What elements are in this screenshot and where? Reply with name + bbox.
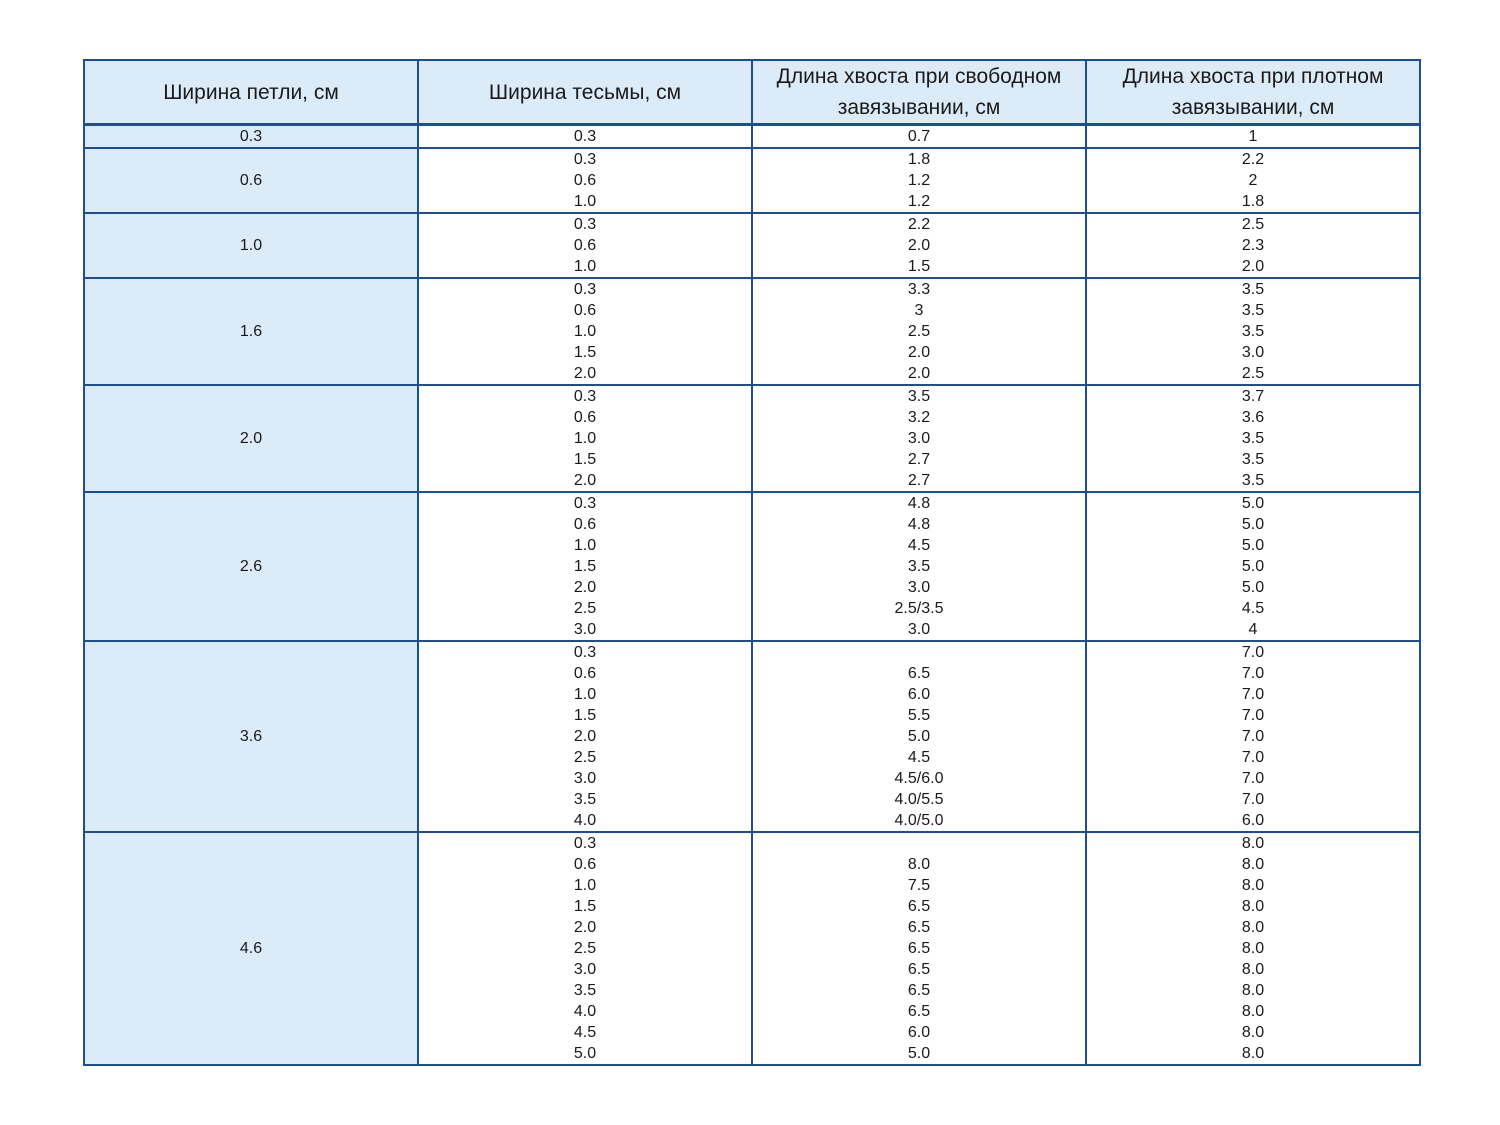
tight-tail-cell: 5.0 xyxy=(1086,577,1420,598)
tape-width-cell: 0.6 xyxy=(418,170,752,191)
tape-width-cell: 1.0 xyxy=(418,428,752,449)
tape-width-cell: 2.0 xyxy=(418,917,752,938)
tape-width-cell: 3.0 xyxy=(418,619,752,641)
header-free-tail-length: Длина хвоста при свободном завязывании, см xyxy=(752,60,1086,125)
tight-tail-cell: 3.5 xyxy=(1086,321,1420,342)
free-tail-cell: 3 xyxy=(752,300,1086,321)
free-tail-cell: 6.5 xyxy=(752,959,1086,980)
tape-width-cell: 0.3 xyxy=(418,492,752,514)
free-tail-cell: 6.0 xyxy=(752,684,1086,705)
tight-tail-cell: 7.0 xyxy=(1086,747,1420,768)
tape-width-cell: 0.3 xyxy=(418,385,752,407)
loop-width-cell: 0.3 xyxy=(84,125,418,149)
tight-tail-cell: 8.0 xyxy=(1086,959,1420,980)
tape-width-cell: 0.3 xyxy=(418,641,752,663)
tape-width-cell: 1.0 xyxy=(418,191,752,213)
tight-tail-cell: 7.0 xyxy=(1086,726,1420,747)
tight-tail-cell: 8.0 xyxy=(1086,1001,1420,1022)
ribbon-tail-table xyxy=(83,59,1421,1066)
tape-width-cell: 1.5 xyxy=(418,449,752,470)
table-row xyxy=(84,213,1420,235)
tape-width-cell: 0.6 xyxy=(418,300,752,321)
tape-width-cell: 0.3 xyxy=(418,832,752,854)
free-tail-cell: 4.8 xyxy=(752,514,1086,535)
tight-tail-cell: 2.2 xyxy=(1086,148,1420,170)
tape-width-cell: 0.6 xyxy=(418,854,752,875)
free-tail-cell: 4.5 xyxy=(752,747,1086,768)
header-loop-width: Ширина петли, см xyxy=(84,60,418,125)
free-tail-cell: 0.7 xyxy=(752,125,1086,149)
free-tail-cell: 2.5/3.5 xyxy=(752,598,1086,619)
tape-width-cell: 1.0 xyxy=(418,535,752,556)
tight-tail-cell: 3.7 xyxy=(1086,385,1420,407)
free-tail-cell: 5.5 xyxy=(752,705,1086,726)
table-body xyxy=(84,125,1420,1066)
free-tail-cell: 3.5 xyxy=(752,556,1086,577)
tape-width-cell: 4.0 xyxy=(418,1001,752,1022)
free-tail-cell: 4.0/5.0 xyxy=(752,810,1086,832)
loop-width-cell: 2.0 xyxy=(84,385,418,492)
tape-width-cell: 1.0 xyxy=(418,256,752,278)
tight-tail-cell: 7.0 xyxy=(1086,684,1420,705)
free-tail-cell: 2.7 xyxy=(752,449,1086,470)
free-tail-cell xyxy=(752,832,1086,854)
tight-tail-cell: 3.0 xyxy=(1086,342,1420,363)
tape-width-cell: 3.5 xyxy=(418,789,752,810)
tape-width-cell: 2.0 xyxy=(418,363,752,385)
tight-tail-cell: 8.0 xyxy=(1086,1022,1420,1043)
free-tail-cell: 5.0 xyxy=(752,1043,1086,1065)
tight-tail-cell: 3.5 xyxy=(1086,470,1420,492)
tape-width-cell: 0.6 xyxy=(418,235,752,256)
header-row xyxy=(84,60,1420,125)
tight-tail-cell: 8.0 xyxy=(1086,896,1420,917)
tight-tail-cell: 2 xyxy=(1086,170,1420,191)
tape-width-cell: 3.5 xyxy=(418,980,752,1001)
free-tail-cell: 3.5 xyxy=(752,385,1086,407)
tight-tail-cell: 5.0 xyxy=(1086,556,1420,577)
ribbon-tail-table-container xyxy=(83,59,1420,1066)
free-tail-cell: 2.0 xyxy=(752,235,1086,256)
header-tape-width: Ширина тесьмы, см xyxy=(418,60,752,125)
table-row xyxy=(84,278,1420,300)
tight-tail-cell: 8.0 xyxy=(1086,917,1420,938)
loop-width-cell: 4.6 xyxy=(84,832,418,1065)
loop-width-cell: 1.6 xyxy=(84,278,418,385)
free-tail-cell xyxy=(752,641,1086,663)
free-tail-cell: 6.5 xyxy=(752,938,1086,959)
tape-width-cell: 3.0 xyxy=(418,959,752,980)
tape-width-cell: 0.6 xyxy=(418,407,752,428)
free-tail-cell: 4.5 xyxy=(752,535,1086,556)
tight-tail-cell: 3.5 xyxy=(1086,428,1420,449)
tight-tail-cell: 5.0 xyxy=(1086,492,1420,514)
free-tail-cell: 1.2 xyxy=(752,170,1086,191)
tight-tail-cell: 8.0 xyxy=(1086,832,1420,854)
free-tail-cell: 3.0 xyxy=(752,577,1086,598)
free-tail-cell: 3.3 xyxy=(752,278,1086,300)
tight-tail-cell: 7.0 xyxy=(1086,641,1420,663)
table-row xyxy=(84,832,1420,854)
free-tail-cell: 2.5 xyxy=(752,321,1086,342)
free-tail-cell: 3.0 xyxy=(752,428,1086,449)
tight-tail-cell: 2.3 xyxy=(1086,235,1420,256)
free-tail-cell: 7.5 xyxy=(752,875,1086,896)
free-tail-cell: 4.0/5.5 xyxy=(752,789,1086,810)
free-tail-cell: 2.0 xyxy=(752,363,1086,385)
tape-width-cell: 0.3 xyxy=(418,148,752,170)
tight-tail-cell: 1.8 xyxy=(1086,191,1420,213)
tape-width-cell: 0.3 xyxy=(418,125,752,149)
tight-tail-cell: 4.5 xyxy=(1086,598,1420,619)
tight-tail-cell: 3.5 xyxy=(1086,278,1420,300)
tight-tail-cell: 6.0 xyxy=(1086,810,1420,832)
table-header xyxy=(84,60,1420,125)
loop-width-cell: 2.6 xyxy=(84,492,418,641)
tight-tail-cell: 2.5 xyxy=(1086,363,1420,385)
tape-width-cell: 1.5 xyxy=(418,556,752,577)
tape-width-cell: 1.5 xyxy=(418,705,752,726)
tight-tail-cell: 2.5 xyxy=(1086,213,1420,235)
tape-width-cell: 0.3 xyxy=(418,213,752,235)
tight-tail-cell: 7.0 xyxy=(1086,789,1420,810)
tight-tail-cell: 8.0 xyxy=(1086,938,1420,959)
tape-width-cell: 2.5 xyxy=(418,747,752,768)
tape-width-cell: 1.0 xyxy=(418,875,752,896)
tape-width-cell: 0.6 xyxy=(418,663,752,684)
free-tail-cell: 4.8 xyxy=(752,492,1086,514)
tight-tail-cell: 7.0 xyxy=(1086,768,1420,789)
tape-width-cell: 2.0 xyxy=(418,577,752,598)
free-tail-cell: 6.5 xyxy=(752,896,1086,917)
free-tail-cell: 1.8 xyxy=(752,148,1086,170)
free-tail-cell: 6.5 xyxy=(752,980,1086,1001)
free-tail-cell: 2.2 xyxy=(752,213,1086,235)
loop-width-cell: 3.6 xyxy=(84,641,418,832)
tape-width-cell: 5.0 xyxy=(418,1043,752,1065)
table-row xyxy=(84,492,1420,514)
free-tail-cell: 6.5 xyxy=(752,663,1086,684)
tape-width-cell: 4.0 xyxy=(418,810,752,832)
table-row xyxy=(84,641,1420,663)
free-tail-cell: 6.0 xyxy=(752,1022,1086,1043)
free-tail-cell: 2.7 xyxy=(752,470,1086,492)
loop-width-cell: 1.0 xyxy=(84,213,418,278)
tight-tail-cell: 4 xyxy=(1086,619,1420,641)
tight-tail-cell: 3.5 xyxy=(1086,300,1420,321)
tape-width-cell: 0.3 xyxy=(418,278,752,300)
tape-width-cell: 1.0 xyxy=(418,684,752,705)
free-tail-cell: 8.0 xyxy=(752,854,1086,875)
tight-tail-cell: 5.0 xyxy=(1086,514,1420,535)
free-tail-cell: 4.5/6.0 xyxy=(752,768,1086,789)
tape-width-cell: 3.0 xyxy=(418,768,752,789)
tape-width-cell: 1.5 xyxy=(418,896,752,917)
tape-width-cell: 2.0 xyxy=(418,726,752,747)
tape-width-cell: 4.5 xyxy=(418,1022,752,1043)
free-tail-cell: 1.2 xyxy=(752,191,1086,213)
tight-tail-cell: 7.0 xyxy=(1086,705,1420,726)
tape-width-cell: 2.5 xyxy=(418,938,752,959)
table-row xyxy=(84,385,1420,407)
table-row xyxy=(84,125,1420,149)
tape-width-cell: 2.0 xyxy=(418,470,752,492)
tight-tail-cell: 8.0 xyxy=(1086,980,1420,1001)
free-tail-cell: 2.0 xyxy=(752,342,1086,363)
free-tail-cell: 1.5 xyxy=(752,256,1086,278)
table-row xyxy=(84,148,1420,170)
tight-tail-cell: 5.0 xyxy=(1086,535,1420,556)
tape-width-cell: 1.5 xyxy=(418,342,752,363)
loop-width-cell: 0.6 xyxy=(84,148,418,213)
free-tail-cell: 3.2 xyxy=(752,407,1086,428)
free-tail-cell: 6.5 xyxy=(752,917,1086,938)
tape-width-cell: 1.0 xyxy=(418,321,752,342)
tight-tail-cell: 3.5 xyxy=(1086,449,1420,470)
tight-tail-cell: 3.6 xyxy=(1086,407,1420,428)
tight-tail-cell: 8.0 xyxy=(1086,875,1420,896)
tight-tail-cell: 8.0 xyxy=(1086,1043,1420,1065)
tight-tail-cell: 1 xyxy=(1086,125,1420,149)
tight-tail-cell: 2.0 xyxy=(1086,256,1420,278)
tape-width-cell: 2.5 xyxy=(418,598,752,619)
tight-tail-cell: 8.0 xyxy=(1086,854,1420,875)
tape-width-cell: 0.6 xyxy=(418,514,752,535)
free-tail-cell: 6.5 xyxy=(752,1001,1086,1022)
free-tail-cell: 3.0 xyxy=(752,619,1086,641)
header-tight-tail-length: Длина хвоста при плотном завязывании, см xyxy=(1086,60,1420,125)
tight-tail-cell: 7.0 xyxy=(1086,663,1420,684)
free-tail-cell: 5.0 xyxy=(752,726,1086,747)
